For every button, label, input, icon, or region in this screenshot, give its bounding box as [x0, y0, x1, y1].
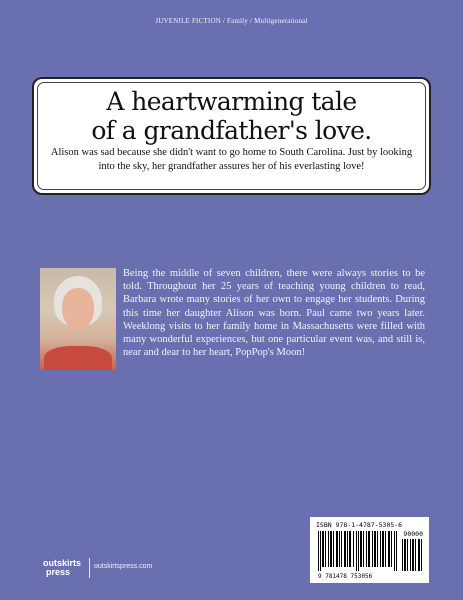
- author-bio: Being the middle of seven children, there were always stories to be told. Throughout her 25 years of teaching young children to read, Barbara wrote many stories of her own to engage her students. During this time her daughter Alison was born. Paul came two years later. Weeklong visits to her family home in Massachusetts were filled with many wonderful experiences, but one particular event was, and still is, near and dear to her heart, PopPop's Moon!: [123, 268, 425, 359]
- publisher-logo-line-1: outskirts: [43, 558, 82, 568]
- barcode-bars: [318, 531, 398, 571]
- headline-line-2: of a grandfather's love.: [91, 116, 372, 145]
- blurb-box: [32, 77, 431, 195]
- category-label: JUVENILE FICTION / Family / Multigenerational: [155, 17, 308, 25]
- price-code: 90000: [403, 530, 423, 538]
- publisher-divider: [89, 558, 90, 578]
- publisher-logo-line-2: press: [46, 567, 71, 577]
- publisher-url: outskirtspress.com: [94, 563, 153, 570]
- blurb-text: Alison was sad because she didn't want to go home to South Carolina. Just by looking into the sky, her grandfather assures her of his everlasting love!: [50, 147, 413, 172]
- barcode-box: [310, 517, 429, 583]
- author-photo-face: [62, 288, 94, 330]
- isbn-label: ISBN 978-1-4787-5305-6: [316, 521, 403, 529]
- barcode-addon-bars: [402, 539, 424, 571]
- headline: [34, 87, 429, 145]
- author-photo-shirt: [44, 346, 112, 370]
- barcode-number: 9 781478 753056: [318, 573, 373, 580]
- publisher-logo: [43, 559, 81, 577]
- headline-line-1: A heartwarming tale: [106, 87, 357, 116]
- author-photo: [40, 268, 116, 370]
